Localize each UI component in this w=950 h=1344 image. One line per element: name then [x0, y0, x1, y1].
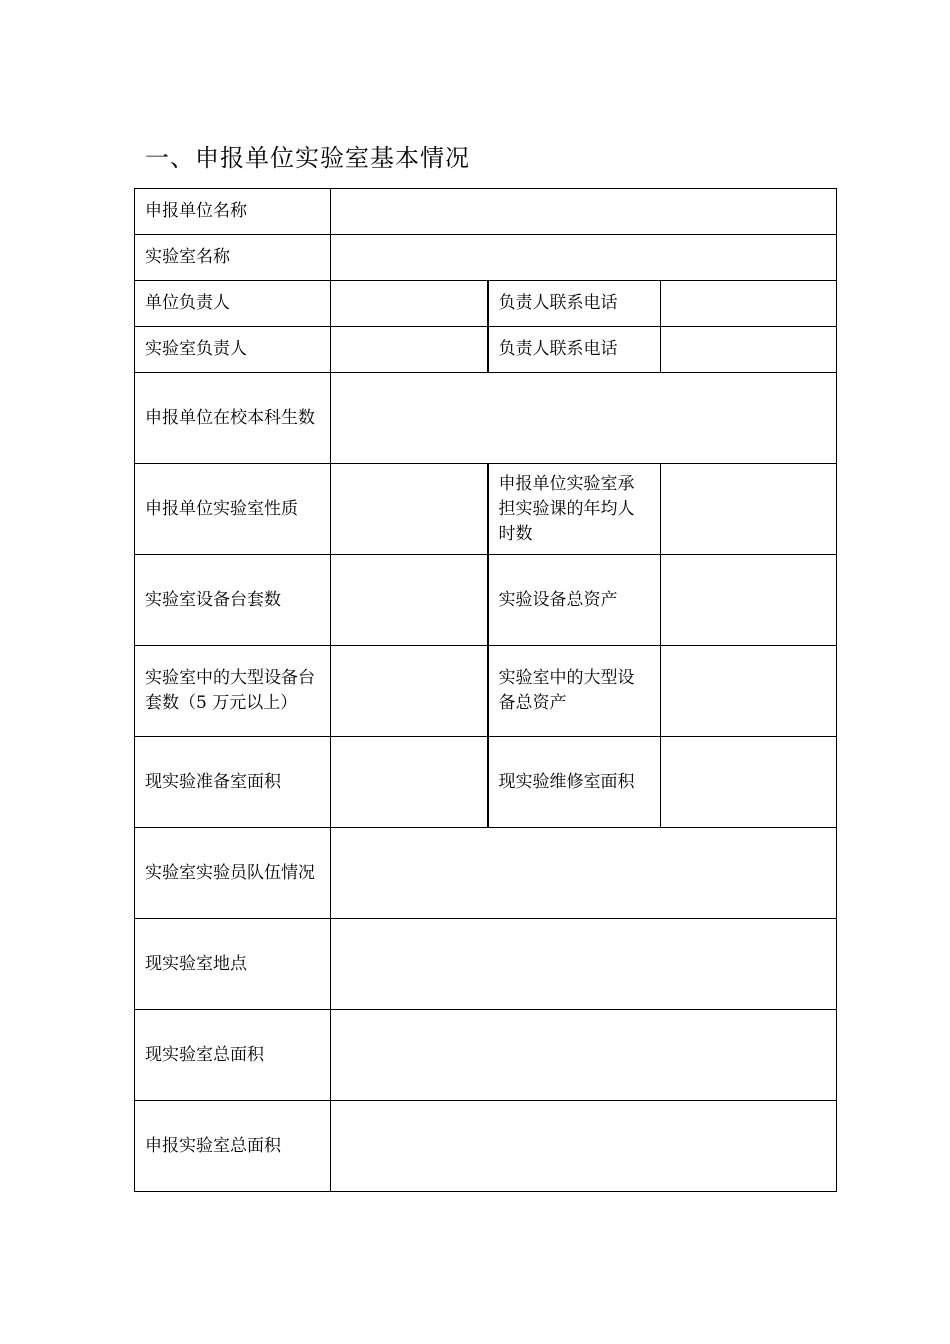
form-row-staff-team [135, 828, 837, 919]
equipment-sets-label: 实验室设备台套数 [135, 555, 331, 646]
form-row-large-equipment [135, 646, 837, 737]
head-phone-label-2: 负责人联系电话 [488, 327, 661, 373]
unit-name-label: 申报单位名称 [135, 189, 331, 235]
form-row-equipment [135, 555, 837, 646]
lab-nature-field[interactable] [331, 464, 488, 555]
equipment-assets-field[interactable] [661, 555, 837, 646]
section-title: 一、申报单位实验室基本情况 [145, 144, 470, 172]
staff-team-field[interactable] [331, 828, 837, 919]
applied-total-area-label: 申报实验室总面积 [135, 1101, 331, 1192]
annual-hours-label: 申报单位实验室承担实验课的年均人时数 [488, 464, 661, 555]
form-row-unit-head [135, 281, 837, 327]
large-equipment-assets-label: 实验室中的大型设备总资产 [488, 646, 661, 737]
form-row-room-area [135, 737, 837, 828]
form-row-lab-location [135, 919, 837, 1010]
lab-head-label: 实验室负责人 [135, 327, 331, 373]
lab-name-field[interactable] [331, 235, 837, 281]
repair-room-area-field[interactable] [661, 737, 837, 828]
lab-info-form-table [134, 188, 837, 1192]
head-phone-field-1[interactable] [661, 281, 837, 327]
large-equipment-sets-label: 实验室中的大型设备台套数（5 万元以上） [135, 646, 331, 737]
unit-head-label: 单位负责人 [135, 281, 331, 327]
undergrad-count-field[interactable] [331, 373, 837, 464]
form-row-undergrad-count [135, 373, 837, 464]
form-row-unit-name [135, 189, 837, 235]
form-row-lab-name [135, 235, 837, 281]
form-row-applied-total-area [135, 1101, 837, 1192]
form-row-lab-nature [135, 464, 837, 555]
lab-location-field[interactable] [331, 919, 837, 1010]
head-phone-label-1: 负责人联系电话 [488, 281, 661, 327]
unit-head-field[interactable] [331, 281, 488, 327]
lab-nature-label: 申报单位实验室性质 [135, 464, 331, 555]
undergrad-count-label: 申报单位在校本科生数 [135, 373, 331, 464]
lab-name-label: 实验室名称 [135, 235, 331, 281]
unit-name-field[interactable] [331, 189, 837, 235]
prep-room-area-field[interactable] [331, 737, 488, 828]
equipment-sets-field[interactable] [331, 555, 488, 646]
repair-room-area-label: 现实验维修室面积 [488, 737, 661, 828]
lab-total-area-label: 现实验室总面积 [135, 1010, 331, 1101]
form-row-lab-head [135, 327, 837, 373]
annual-hours-field[interactable] [661, 464, 837, 555]
applied-total-area-field[interactable] [331, 1101, 837, 1192]
lab-head-field[interactable] [331, 327, 488, 373]
head-phone-field-2[interactable] [661, 327, 837, 373]
staff-team-label: 实验室实验员队伍情况 [135, 828, 331, 919]
equipment-assets-label: 实验设备总资产 [488, 555, 661, 646]
lab-location-label: 现实验室地点 [135, 919, 331, 1010]
large-equipment-sets-field[interactable] [331, 646, 488, 737]
prep-room-area-label: 现实验准备室面积 [135, 737, 331, 828]
large-equipment-assets-field[interactable] [661, 646, 837, 737]
lab-total-area-field[interactable] [331, 1010, 837, 1101]
form-row-lab-total-area [135, 1010, 837, 1101]
